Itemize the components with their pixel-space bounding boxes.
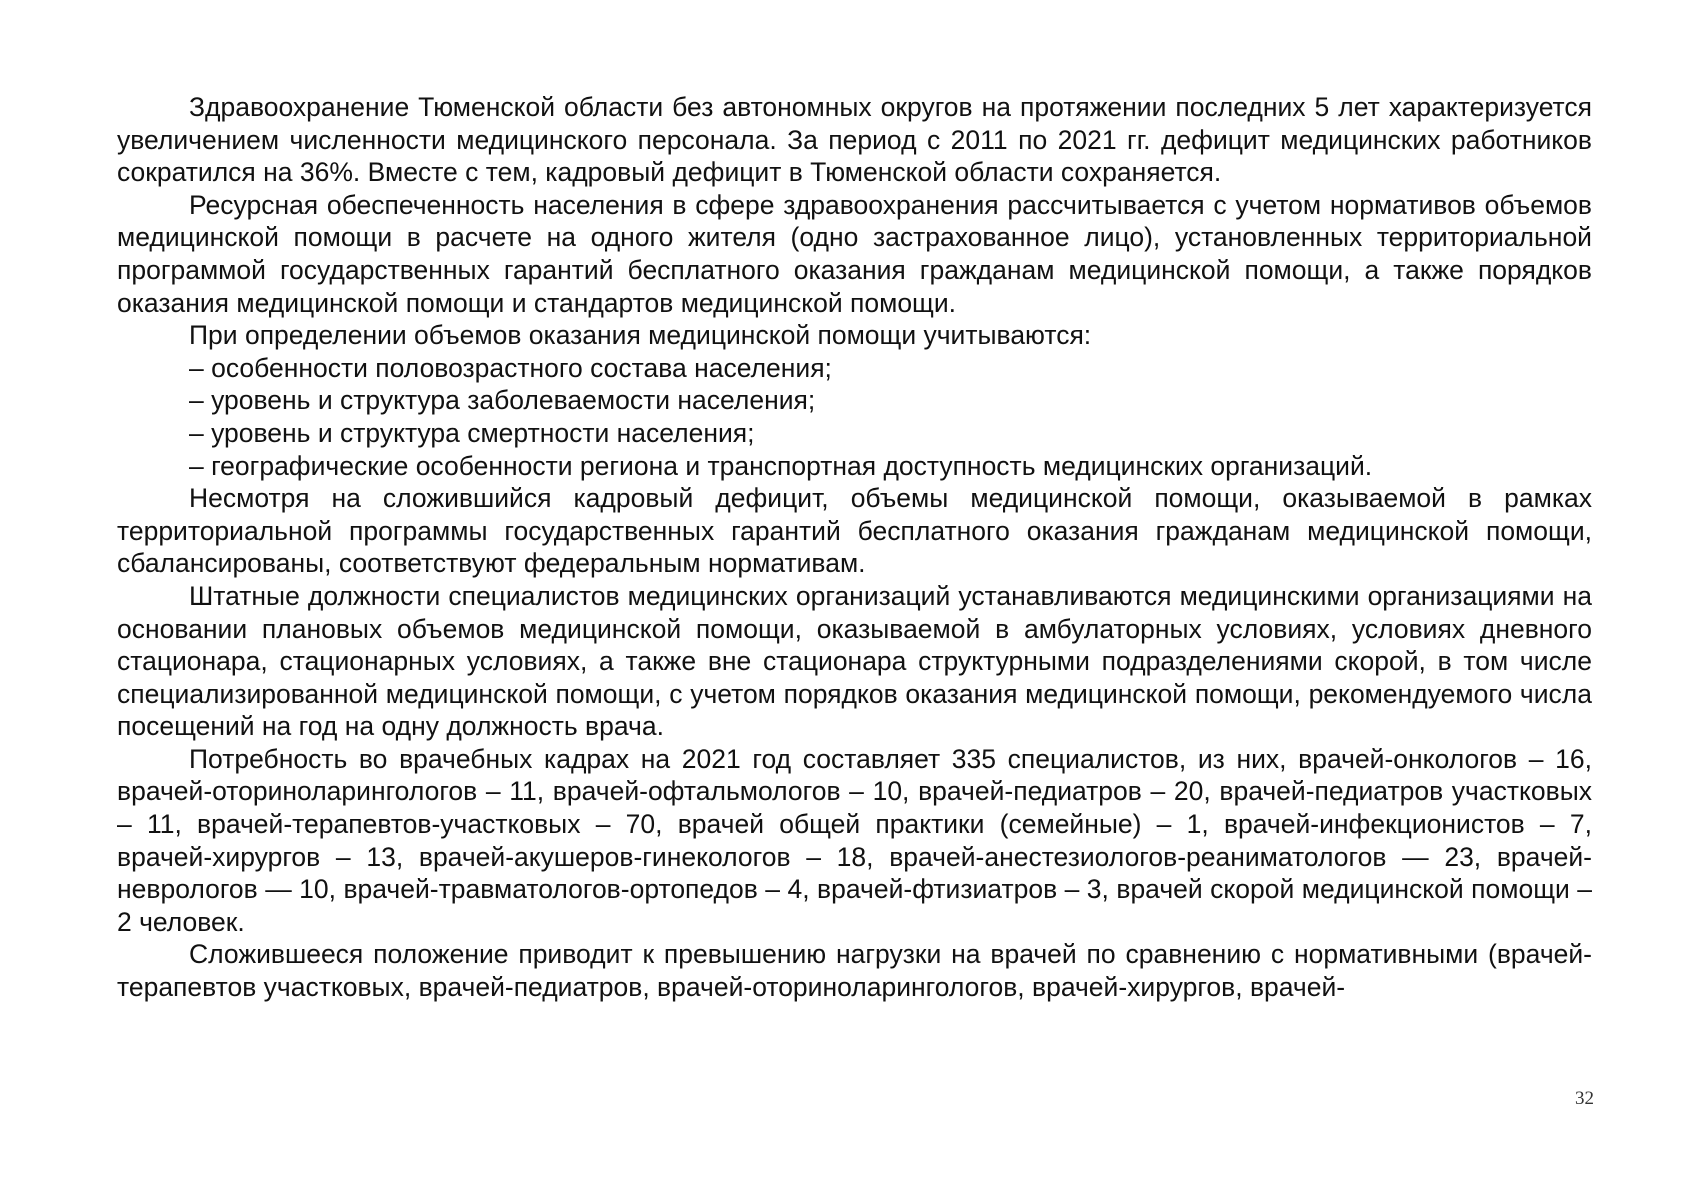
paragraph-staff-positions: Штатные должности специалистов медицинских организаций устанавливаются медицинскими организациями на основании плановых объемов медицинской помощи, оказываемой в амбулаторных условиях, условиях дневного стационара, стационарных условиях, а также вне стационара структурными подразделениями скорой, в том числе специализированной медицинской помощи, с учетом порядков оказания медицинской помощи, рекомендуемого числа посещений на год на одну должность врача.: [117, 580, 1592, 742]
list-item-age-sex-structure: – особенности половозрастного состава населения;: [189, 352, 832, 383]
list-item-morbidity: – уровень и структура заболеваемости населения;: [189, 385, 816, 416]
paragraph-doctor-demand: Потребность во врачебных кадрах на 2021 год составляет 335 специалистов, из них, врачей-онкологов – 16, врачей-оториноларингологов – 11, врачей-офтальмологов – 10, врачей-педиатров – 20, врачей-педиатров участковых – 11, врачей-терапевтов-участковых – 70, врачей общей практики (семейные) – 1, врачей-инфекционистов – 7, врачей-хирургов – 13, врачей-акушеров-гинекологов – 18, врачей-анестезиологов-реаниматологов — 23, врачей-неврологов — 10, врачей-травматологов-ортопедов – 4, врачей-фтизиатров – 3, врачей скорой медицинской помощи – 2 человек.: [117, 743, 1592, 937]
page-number: 32: [1575, 1088, 1594, 1109]
paragraph-volume-factors-intro: При определении объемов оказания медицинской помощи учитываются:: [189, 320, 1092, 351]
paragraph-staff-growth: Здравоохранение Тюменской области без автономных округов на протяжении последних 5 лет характеризуется увеличением численности медицинского персонала. За период с 2011 по 2021 гг. дефицит медицинских работников сократился на 36%. Вместе с тем, кадровый дефицит в Тюменской области сохраняется.: [117, 92, 1592, 188]
paragraph-resource-provision: Ресурсная обеспеченность населения в сфере здравоохранения рассчитывается с учетом нормативов объемов медицинской помощи в расчете на одного жителя (одно застрахованное лицо), установленных территориальной программой государственных гарантий бесплатного оказания гражданам медицинской помощи, а также порядков оказания медицинской помощи и стандартов медицинской помощи.: [117, 189, 1592, 318]
paragraph-workload: Сложившееся положение приводит к превышению нагрузки на врачей по сравнению с нормативными (врачей-терапевтов участковых, врачей-педиатров, врачей-оториноларингологов, врачей-хирургов, врачей-: [117, 939, 1592, 1003]
paragraph-balanced-volumes: Несмотря на сложившийся кадровый дефицит, объемы медицинской помощи, оказываемой в рамках территориальной программы государственных гарантий бесплатного оказания гражданам медицинской помощи, сбалансированы, соответствуют федеральным нормативам.: [117, 483, 1592, 579]
list-item-mortality: – уровень и структура смертности населения;: [189, 417, 755, 448]
document-body: [117, 91, 1592, 1004]
list-item-geography: – географические особенности региона и транспортная доступность медицинских организаций.: [189, 450, 1373, 481]
